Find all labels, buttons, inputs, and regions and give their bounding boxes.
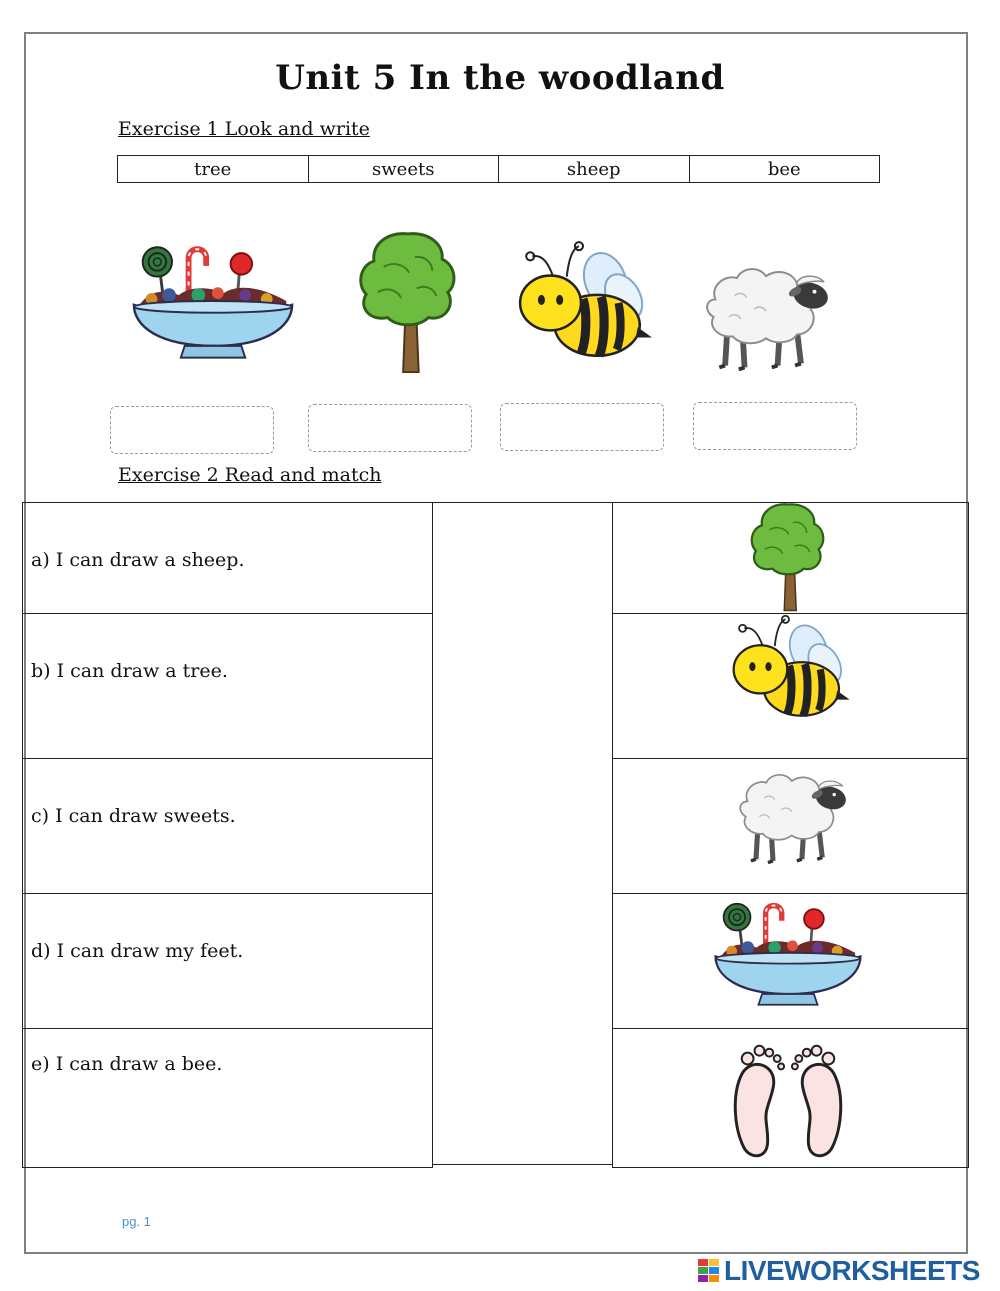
word-bank-item: tree [118, 156, 309, 183]
brand-name: LIVEWORKSHEETS [724, 1255, 980, 1286]
word-bank-item: sheep [499, 156, 690, 183]
sentence-text: e) I can draw a bee. [31, 1053, 223, 1075]
sweets-bowl-picture [130, 236, 296, 364]
word-bank [117, 155, 880, 183]
answer-box-1[interactable] [110, 406, 274, 454]
sentence-cell [23, 759, 433, 894]
sentence-text: d) I can draw my feet. [31, 940, 244, 962]
sentence-cell [23, 894, 433, 1029]
liveworksheets-logo [698, 1256, 980, 1286]
word-bank-item: sweets [308, 156, 499, 183]
sheep-picture [696, 256, 832, 374]
sentence-cell [23, 503, 433, 614]
answer-box-3[interactable] [500, 403, 664, 451]
sentence-cell [23, 614, 433, 759]
match-sweets-bowl-picture[interactable] [712, 888, 864, 1016]
answer-box-2[interactable] [308, 404, 472, 452]
sentence-text: b) I can draw a tree. [31, 660, 228, 682]
matching-gap-column[interactable] [432, 502, 612, 1165]
answer-box-4[interactable] [693, 402, 857, 450]
match-tree-picture[interactable] [744, 500, 832, 612]
exercise-1-heading: Exercise 1 Look and write [118, 118, 370, 140]
liveworksheets-blocks-icon [698, 1259, 720, 1283]
match-feet-picture[interactable] [724, 1024, 852, 1164]
sentence-column [22, 502, 433, 1168]
word-bank-item: bee [689, 156, 880, 183]
match-sheep-picture[interactable] [728, 764, 852, 866]
tree-picture [352, 228, 464, 374]
sentence-text: c) I can draw sweets. [31, 805, 236, 827]
match-bee-picture[interactable] [726, 614, 852, 730]
page-title: Unit 5 In the woodland [275, 58, 725, 98]
page-number: pg. 1 [122, 1214, 151, 1229]
sentence-cell [23, 1029, 433, 1168]
sentence-text: a) I can draw a sheep. [31, 549, 245, 571]
bee-picture [512, 240, 654, 372]
exercise-2-heading: Exercise 2 Read and match [118, 464, 382, 486]
